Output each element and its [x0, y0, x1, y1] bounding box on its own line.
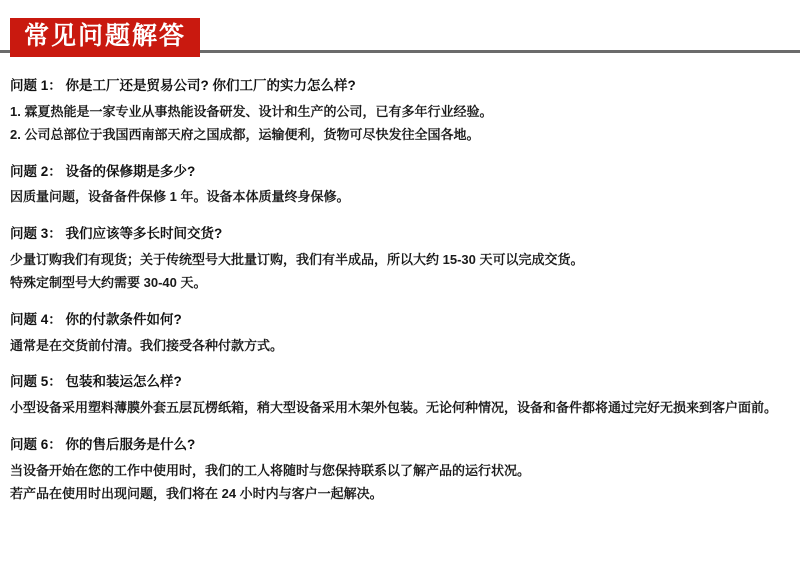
- faq-answer-line: 当设备开始在您的工作中使用时，我们的工人将随时与您保持联系以了解产品的运行状况。: [10, 463, 531, 479]
- faq-item-1: [10, 76, 786, 146]
- faq-question: 问题 3： 我们应该等多长时间交货?: [10, 226, 223, 242]
- document-header: [0, 0, 800, 60]
- faq-question: 问题 4： 你的付款条件如何?: [10, 311, 182, 327]
- faq-answer-line: 若产品在使用时出现问题，我们将在 24 小时内与客户一起解决。: [10, 485, 383, 501]
- faq-item-6: [10, 435, 786, 505]
- faq-question: 问题 6： 你的售后服务是什么?: [10, 437, 196, 453]
- page-title: 常见问题解答: [10, 18, 200, 57]
- faq-answer-line: 小型设备采用塑料薄膜外套五层瓦楞纸箱，稍大型设备采用木架外包装。无论何种情况，设备和备件都将通过完好无损来到客户面前。: [10, 400, 778, 416]
- faq-item-2: [10, 162, 786, 209]
- faq-item-5: [10, 372, 786, 419]
- faq-answer-line: 2. 公司总部位于我国西南部天府之国成都，运输便利，货物可尽快发往全国各地。: [10, 126, 480, 142]
- faq-answer-line: 1. 霖夏热能是一家专业从事热能设备研发、设计和生产的公司，已有多年行业经验。: [10, 103, 493, 119]
- faq-item-3: [10, 224, 786, 294]
- faq-question: 问题 5： 包装和装运怎么样?: [10, 374, 182, 390]
- faq-item-4: [10, 310, 786, 357]
- faq-list: [0, 60, 800, 505]
- faq-question: 问题 1： 你是工厂还是贸易公司? 你们工厂的实力怎么样?: [10, 78, 356, 93]
- faq-answer-line: 特殊定制型号大约需要 30-40 天。: [10, 274, 207, 290]
- faq-question: 问题 2： 设备的保修期是多少?: [10, 163, 196, 179]
- faq-answer-line: 通常是在交货前付清。我们接受各种付款方式。: [10, 337, 284, 353]
- faq-answer-line: 因质量问题，设备备件保修 1 年。设备本体质量终身保修。: [10, 189, 350, 205]
- faq-answer-line: 少量订购我们有现货；关于传统型号大批量订购，我们有半成品，所以大约 15-30 天可以完成交货。: [10, 252, 584, 268]
